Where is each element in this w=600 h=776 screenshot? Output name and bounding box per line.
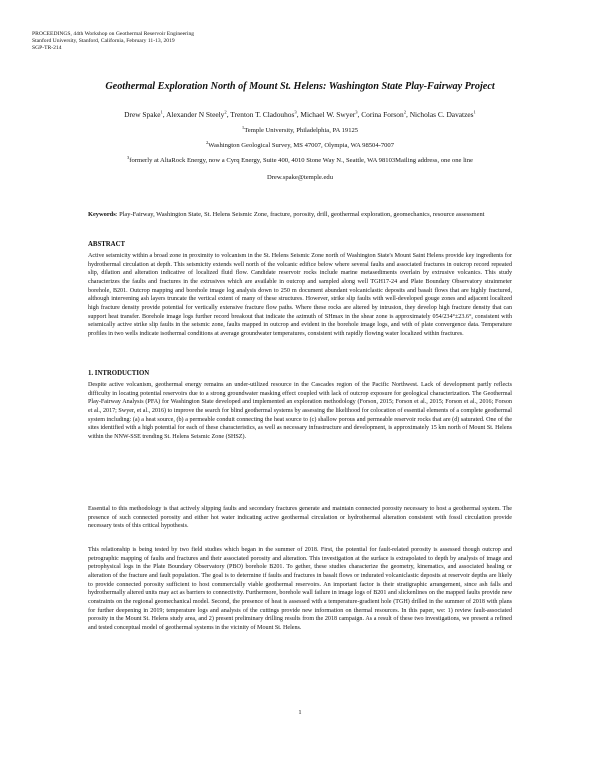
author: Michael W. Swyer$^3$ (300, 109, 358, 119)
author-email: Drew.spake@temple.edu (266, 174, 334, 181)
affiliation-1: $^1$Temple University, Philadelphia, PA 19125 (241, 124, 359, 134)
abstract-heading: ABSTRACT (88, 241, 126, 248)
author-list: Drew Spake$^1$, Alexander N Steely$^2$, Trenton T. Cladouhos$^3$, Michael W. Swyer$^3$, Corina Forson$^2$, Nicholas C. Davatzes$^1$ (124, 109, 476, 119)
header-line-1: PROCEEDINGS, 44th Workshop on Geothermal Reservoir Engineering (32, 31, 195, 37)
affiliation-2: $^2$Washington Geological Survey, MS 47007, Olympia, WA 98504-7007 (205, 139, 395, 149)
intro-paragraph-2: Essential to this methodology is that actively slipping faults and secondary fractures generate and maintain connected porosity necessary to host a geothermal system. The presence of such connected porosity and either hot water indicating active geothermal circulation or hydrothermal alteration consistent with fossil circulation provide necessary tests of this critical hypothesis. (88, 506, 512, 530)
author: Nicholas C. Davatzes$^1$ (409, 109, 476, 119)
author: Drew Spake$^1$ (124, 109, 163, 119)
proceedings-header (32, 31, 194, 53)
page-number: 1 (298, 709, 302, 716)
intro-paragraph-1: Despite active volcanism, geothermal energy remains an under-utilized resource in the Cascades region of the Pacific Northwest. Lack of development partly reflects difficulty in locating potential reservoirs due to a strong groundwater masking effect coupled with lack of outcrop exposure for geological characterization. The Geothermal Play-Fairway Analysis (PFA) for Washington State developed and implemented an exploration methodology (Forson, 2015; Forson et al., 2015; Forson et al., 2016; Forson et al., 2017; Swyer, et al., 2016) to improve the search for blind geothermal systems by assessing the likelihood for colocation of essential elements of a complete geothermal system including: (a) a heat source, (b) a permeable conduit connecting the heat source to (c) shallow porous and permeable reservoir rocks that are (d) saturated. One of the sites identified with a high potential for each of these characteristics, as well as necessary infrastructure and development, is approximately 15 km north of Mount St. Helens within the NNW-SSE trending St. Helens Seismic Zone (SHSZ). (88, 382, 512, 440)
header-line-3: SGP-TR-214 (32, 45, 62, 52)
header-line-2: Stanford University, Stanford, California, February 11-13, 2019 (32, 38, 175, 45)
affiliation-3: $^3$formerly at AltaRock Energy, now a Cyrq Energy, Suite 400, 4010 Stone Way N., Seattle, WA 98103Mailing address, one one line (127, 154, 473, 164)
keywords: Keywords: Play-Fairway, Washington State, St. Helens Seismic Zone, fracture, porosity, drill, geothermal exploration, geomechanics, resource assessment (88, 211, 485, 218)
paper-title: Geothermal Exploration North of Mount St. Helens: Washington State Play-Fairway Project (105, 81, 495, 92)
author: Alexander N Steely$^2$ (166, 109, 227, 119)
introduction-heading: 1. INTRODUCTION (88, 370, 150, 377)
author: Trenton T. Cladouhos$^3$ (230, 109, 297, 119)
author: Corina Forson$^2$ (361, 109, 406, 119)
intro-paragraph-3: This relationship is being tested by two field studies which began in the summer of 2018. First, the potential for fault-related porosity is assessed though outcrop and petrographic mapping of faults and fractures and their associated porosity and alteration. This investigation at the surface is extrapolated to depth by analysis of image and petrophysical logs in the Plate Boundary Observatory (PBO) borehole B201. To gether, these studies characterize the geometry, kinematics, and associated healing or alteration of the fracture and fault population. The goal is to determine if faults and fractures in basalt flows or indurated volcaniclastic deposits at reservoir depths are likely to provide connected porosity sufficient to host commercially viable geothermal reservoirs. An important factor is their stratigraphic arrangement, since ash falls and hydrothermally altered units may act as barriers to connectivity. Furthermore, borehole wall failure in image logs of B201 and slickenlines on the mapped faults provide new constraints on the regional geomechanical model. Second, the presence of heat is assessed with a temperature-gradient hole (TGH) drilled in the summer of 2018 with plans for further deepening in 2019; temperature logs and analysis of the cuttings provide new information on thermal resources. In this paper, we: 1) review fault-associated porosity in the Mount St. Helens study area, and 2) present preliminary drilling results from the 2018 campaign. As a result of these two investigations, we present a refined and tested conceptual model of geothermal systems in the vicinity of Mount St. Helens. (88, 547, 512, 631)
abstract-text: Active seismicity within a broad zone in proximity to volcanism in the St. Helens Seismic Zone north of Washington State's Mount Saint Helens provide key ingredients for hydrothermal circulation at depth. This seismicity extends well north of the volcanic edifice below where several faults and associated fractures in outcrop record repeated slip, dilation and alteration indicative of localized fluid flow. Candidate reservoir rocks include marine metasediments overlain by extrusive volcanics. This study characterizes the faults and fractures in the extrusives which are available in outcrop and sampled along well TGH17-24 and Plate Boundary Observatory strainmeter borehole, B201. Outcrop mapping and borehole image log analysis down to 250 m document abundant volcaniclastic deposits and basalt flows that are highly fractured, although intervening ash layers truncate the vertical extent of many of these structures. However, strike slip faults with well-developed gouge zones and adjacent localized high fracture density provide potential for vertically extensive fracture flow paths. Where these rocks are altered by intrusion, they develop high fracture density that can support heat transfer. Borehole image logs further record breakout that indicate the azimuth of SHmax in the shear zone is approximately 054/234°±23.6°, consistent with seismically active strike slip faults in the seismic zone, faults mapped in outcrop and evident in the borehole image logs, and with of plate convergence data. Temperature profiles in two wells indicate isothermal conditions at average groundwater temperatures, consistent with rapidly flowing water localized within fractures. (88, 253, 512, 337)
